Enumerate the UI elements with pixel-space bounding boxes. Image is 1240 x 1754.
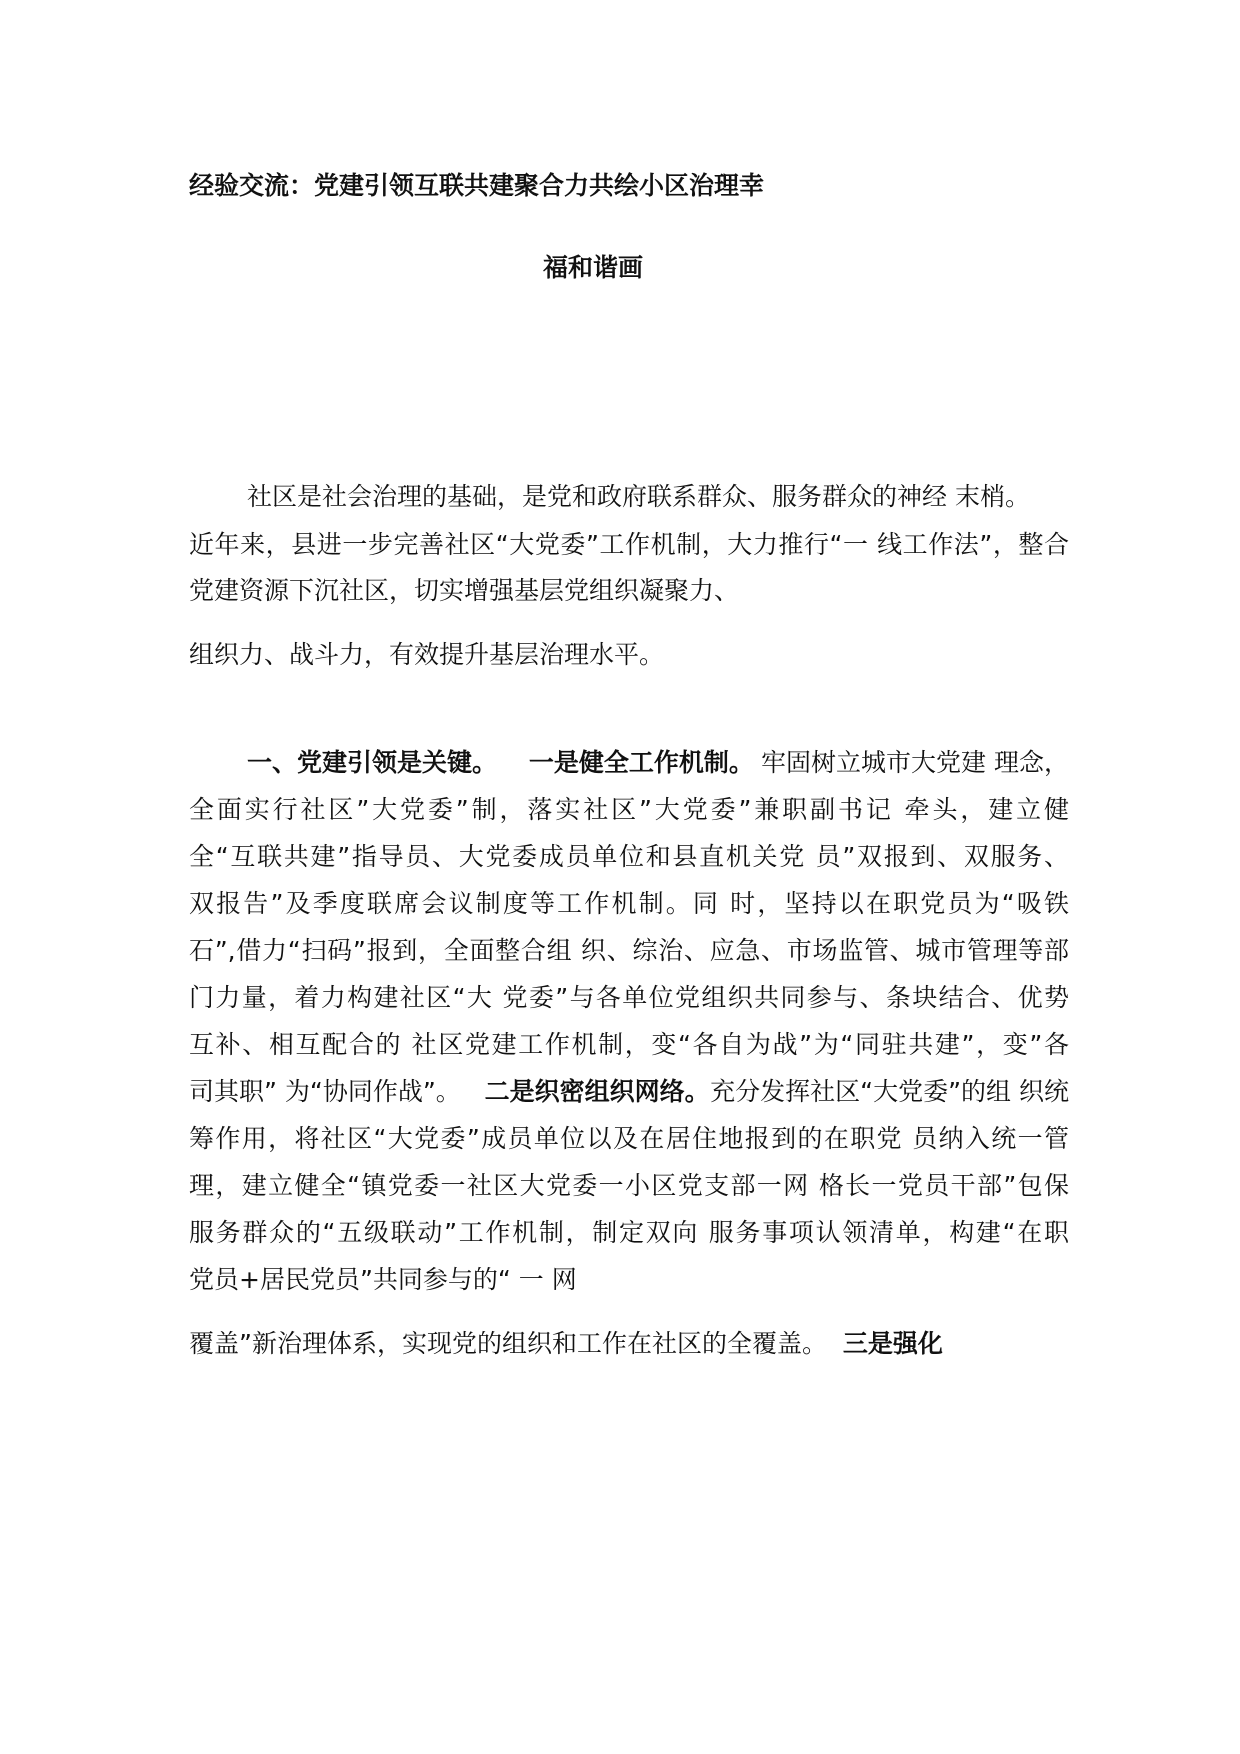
section1-first-line — [247, 748, 1069, 778]
section1-line-6: 门力量，着力构建社区“大 党委”与各单位党组织共同参与、条块结合、优势 — [189, 983, 1069, 1012]
intro-line-3: 党建资源下沉社区，切实增强基层党组织凝聚力、 — [189, 576, 740, 605]
intro-line-2: 近年来，县进一步完善社区“大党委”工作机制，大力推行“一 线工作法”，整合 — [189, 530, 1069, 559]
section1-line-5: 石”,借力“扫码”报到，全面整合组 织、综治、应急、市场监管、城市管理等部 — [189, 936, 1069, 965]
section1-line-8 — [189, 1077, 1069, 1107]
section1-line-12: 党员+居民党员”共同参与的“ 一 网 — [189, 1265, 577, 1294]
section1-line-7: 互补、相互配合的 社区党建工作机制，变“各自为战”为“同驻共建”，变”各 — [189, 1030, 1069, 1059]
section1-heading: 一、党建引领是关键。 — [247, 748, 498, 777]
section1-sub3-title: 三是强化 — [842, 1329, 943, 1358]
section1-line-2: 全面实行社区”大党委”制，落实社区”大党委”兼职副书记 牵头，建立健 — [189, 795, 1069, 824]
section1-sub2-rest: 充分发挥社区“大党委”的组 织统 — [710, 1077, 1069, 1106]
section1-line-3: 全“互联共建”指导员、大党委成员单位和县直机关党 员”双报到、双服务、 — [189, 842, 1069, 871]
document-title-line2: 福和谐画 — [543, 253, 644, 282]
section1-line1-rest: 牢固树立城市大党建 理念， — [761, 748, 1069, 777]
section1-line-11: 服务群众的“五级联动”工作机制，制定双向 服务事项认领清单，构建“在职 — [189, 1218, 1069, 1247]
section1-line-4: 双报告”及季度联席会议制度等工作机制。同 时，坚持以在职党员为“吸铁 — [189, 889, 1069, 918]
section1-last-line-prefix: 覆盖”新治理体系，实现党的组织和工作在社区的全覆盖。 — [189, 1329, 827, 1358]
section1-line-9: 筹作用，将社区“大党委”成员单位以及在居住地报到的在职党 员纳入统一管 — [189, 1124, 1069, 1153]
section1-sub2-title: 二是织密组织网络。 — [484, 1077, 710, 1106]
intro-line-1: 社区是社会治理的基础，是党和政府联系群众、服务群众的神经 末梢。 — [247, 482, 1030, 511]
section1-sub2-prefix: 司其职” 为“协同作战”。 — [189, 1077, 461, 1106]
section1-line-10: 理，建立健全“镇党委一社区大党委一小区党支部一网 格长一党员干部”包保 — [189, 1171, 1069, 1200]
section1-sub1-title: 一是健全工作机制。 — [528, 748, 754, 777]
document-title-line1: 经验交流：党建引领互联共建聚合力共绘小区治理幸 — [189, 171, 765, 200]
intro-line-4: 组织力、战斗力，有效提升基层治理水平。 — [189, 640, 665, 669]
section1-line-13 — [189, 1329, 1069, 1359]
